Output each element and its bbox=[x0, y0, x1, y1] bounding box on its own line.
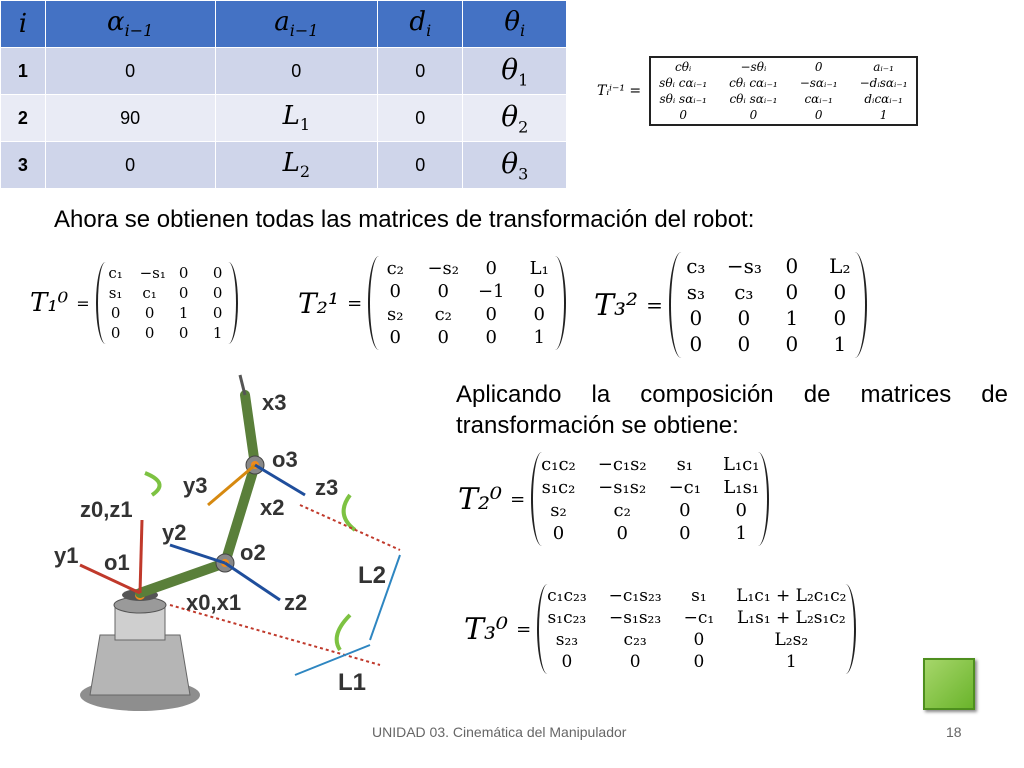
generic-transform-matrix bbox=[597, 56, 918, 126]
cell-theta: $\theta_3$ bbox=[463, 142, 567, 189]
matrix-cell: −sαᵢ₋₁ bbox=[799, 76, 838, 90]
matrix-cell: 0 bbox=[785, 280, 799, 304]
matrix-cell: 0 bbox=[693, 652, 705, 672]
matrix-cell: 0 bbox=[735, 500, 747, 521]
matrix-cell: L₁c₁ + L₂c₁c₂ bbox=[736, 586, 847, 606]
matrix-cell: dᵢcαᵢ₋₁ bbox=[864, 92, 903, 106]
header-theta: $\theta_i$ bbox=[463, 1, 567, 48]
cell-alpha: 0 bbox=[45, 142, 215, 189]
matrix-body bbox=[96, 262, 238, 344]
label-y2: y2 bbox=[162, 520, 187, 545]
table-row bbox=[1, 48, 567, 95]
matrix-cell: 0 bbox=[737, 306, 751, 330]
matrix-grid bbox=[547, 586, 846, 672]
label-z2: z2 bbox=[284, 590, 308, 615]
matrix-cell: L₁s₁ + L₂s₁c₂ bbox=[736, 608, 846, 628]
matrix-body bbox=[669, 252, 867, 358]
matrix-lhs: T₃² bbox=[594, 287, 639, 323]
matrix-grid bbox=[541, 454, 759, 544]
label-o3: o3 bbox=[272, 447, 298, 472]
section-heading: Ahora se obtienen todas las matrices de transformación del robot: bbox=[54, 206, 755, 233]
matrix-cell: 0 bbox=[679, 500, 691, 521]
label-x3: x3 bbox=[262, 390, 287, 415]
matrix-cell: 0 bbox=[552, 523, 565, 544]
label-L1: L1 bbox=[338, 669, 367, 696]
matrix-lhs: T₂¹ bbox=[298, 286, 340, 320]
cell-alpha: 90 bbox=[45, 95, 215, 142]
matrix-cell: c₁ bbox=[108, 264, 123, 282]
cell-a: 0 bbox=[215, 48, 378, 95]
cell-a: $L_1$ bbox=[215, 95, 378, 142]
matrix-t1-0 bbox=[30, 262, 238, 344]
cell-a: $L_2$ bbox=[215, 142, 378, 189]
matrix-cell: 0 bbox=[178, 284, 189, 302]
matrix-cell: s₁c₂ bbox=[541, 477, 576, 498]
matrix-cell: L₂ bbox=[829, 254, 851, 278]
matrix-t3-0 bbox=[464, 584, 856, 674]
matrix-t2-1 bbox=[298, 256, 566, 350]
matrix-cell: 0 bbox=[616, 523, 628, 544]
matrix-cell: s₂ bbox=[550, 500, 567, 521]
matrix-cell: cθᵢ sαᵢ₋₁ bbox=[729, 92, 778, 106]
matrix-cell: 0 bbox=[749, 108, 758, 122]
matrix-cell: 0 bbox=[212, 304, 223, 322]
matrix-cell: −c₁ bbox=[668, 477, 701, 498]
matrix-cell: 0 bbox=[389, 281, 401, 302]
matrix-cell: 1 bbox=[785, 652, 797, 672]
composition-text-line1: Aplicando la composición de matrices de bbox=[456, 381, 1008, 408]
matrix-cell: cθᵢ bbox=[674, 60, 692, 74]
matrix-cell: 0 bbox=[785, 254, 799, 278]
matrix-lhs: Tᵢⁱ⁻¹ = bbox=[597, 83, 642, 99]
equals-sign: = bbox=[646, 293, 663, 317]
label-x0-x1: x0,x1 bbox=[186, 590, 242, 615]
matrix-cell: L₂s₂ bbox=[774, 630, 809, 650]
matrix-cell: L₁ bbox=[529, 258, 549, 279]
matrix-lhs: T₁⁰ bbox=[30, 288, 69, 318]
matrix-cell: 1 bbox=[533, 327, 545, 348]
matrix-cell: 0 bbox=[389, 327, 401, 348]
matrix-cell: s₁ bbox=[676, 454, 694, 475]
robot-arm-diagram bbox=[40, 365, 420, 725]
matrix-body bbox=[649, 56, 917, 126]
equals-sign: = bbox=[510, 488, 526, 510]
matrix-cell: 0 bbox=[814, 60, 823, 74]
matrix-cell: 0 bbox=[833, 280, 847, 304]
matrix-cell: 0 bbox=[144, 324, 155, 342]
matrix-lhs: T₂⁰ bbox=[458, 481, 503, 517]
matrix-body bbox=[537, 584, 856, 674]
matrix-cell: c₂ bbox=[386, 258, 404, 279]
matrix-cell: L₁s₁ bbox=[723, 477, 760, 498]
header-i: i bbox=[1, 1, 46, 48]
matrix-cell: 0 bbox=[737, 332, 751, 356]
matrix-cell: −s₁s₂₃ bbox=[609, 608, 662, 628]
label-o2: o2 bbox=[240, 540, 266, 565]
matrix-cell: c₁c₂₃ bbox=[547, 586, 587, 606]
matrix-cell: c₂₃ bbox=[623, 630, 647, 650]
matrix-cell: 0 bbox=[679, 108, 687, 122]
matrix-cell: 0 bbox=[212, 264, 223, 282]
matrix-cell: c₁ bbox=[142, 284, 157, 302]
matrix-cell: 0 bbox=[437, 327, 449, 348]
matrix-cell: −1 bbox=[477, 281, 505, 302]
matrix-cell: −c₁s₂₃ bbox=[608, 586, 662, 606]
matrix-cell: 1 bbox=[879, 108, 888, 122]
matrix-cell: s₃ bbox=[686, 280, 705, 304]
matrix-cell: −s₂ bbox=[427, 258, 459, 279]
label-y3: y3 bbox=[183, 473, 208, 498]
matrix-cell: s₁ bbox=[691, 586, 707, 606]
matrix-cell: 0 bbox=[437, 281, 449, 302]
cell-i: 2 bbox=[1, 95, 46, 142]
label-o1: o1 bbox=[104, 550, 130, 575]
equals-sign: = bbox=[516, 618, 532, 640]
cell-i: 3 bbox=[1, 142, 46, 189]
matrix-cell: L₁c₁ bbox=[722, 454, 760, 475]
matrix-cell: 0 bbox=[629, 652, 641, 672]
matrix-cell: 0 bbox=[144, 304, 155, 322]
matrix-cell: −dᵢsαᵢ₋₁ bbox=[859, 76, 908, 90]
matrix-lhs: T₃⁰ bbox=[464, 611, 509, 647]
robot-base bbox=[80, 589, 200, 711]
matrix-cell: 1 bbox=[212, 324, 223, 342]
header-a: $a_{i-1}$ bbox=[215, 1, 378, 48]
matrix-cell: 0 bbox=[485, 258, 497, 279]
matrix-cell: 0 bbox=[533, 281, 545, 302]
matrix-cell: −c₁ bbox=[683, 608, 715, 628]
matrix-cell: 1 bbox=[735, 523, 747, 544]
matrix-cell: s₁ bbox=[108, 284, 123, 302]
matrix-cell: c₂ bbox=[434, 304, 452, 325]
dh-table-header-row bbox=[1, 1, 567, 48]
next-slide-button[interactable] bbox=[923, 658, 975, 710]
matrix-cell: 0 bbox=[679, 523, 691, 544]
matrix-grid bbox=[106, 264, 228, 342]
equals-sign: = bbox=[76, 293, 90, 313]
matrix-cell: −s₁s₂ bbox=[598, 477, 647, 498]
label-z0-z1: z0,z1 bbox=[80, 497, 133, 522]
matrix-cell: 1 bbox=[785, 306, 799, 330]
cell-theta: $\theta_1$ bbox=[463, 48, 567, 95]
matrix-cell: s₁c₂₃ bbox=[547, 608, 587, 628]
matrix-body bbox=[531, 452, 769, 546]
matrix-cell: 0 bbox=[178, 324, 189, 342]
label-x2: x2 bbox=[260, 495, 285, 520]
cell-theta: $\theta_2$ bbox=[463, 95, 567, 142]
composition-text-line2: transformación se obtiene: bbox=[456, 412, 739, 439]
cell-d: 0 bbox=[378, 142, 463, 189]
matrix-cell: −sθᵢ bbox=[740, 60, 767, 74]
matrix-cell: 0 bbox=[485, 327, 497, 348]
cell-i: 1 bbox=[1, 48, 46, 95]
matrix-cell: sθᵢ sαᵢ₋₁ bbox=[659, 92, 707, 106]
header-d: $d_i$ bbox=[378, 1, 463, 48]
matrix-cell: c₁c₂ bbox=[541, 454, 576, 475]
matrix-cell: cαᵢ₋₁ bbox=[804, 92, 833, 106]
matrix-cell: 0 bbox=[178, 264, 189, 282]
dh-parameter-table bbox=[0, 0, 567, 189]
matrix-cell: c₂ bbox=[613, 500, 631, 521]
matrix-grid bbox=[679, 254, 857, 356]
matrix-cell: −s₃ bbox=[726, 254, 762, 278]
matrix-cell: 0 bbox=[689, 306, 703, 330]
matrix-cell: 0 bbox=[212, 284, 223, 302]
cell-d: 0 bbox=[378, 95, 463, 142]
matrix-cell: −s₁ bbox=[139, 264, 166, 282]
matrix-cell: aᵢ₋₁ bbox=[873, 60, 894, 74]
equals-sign: = bbox=[347, 292, 363, 314]
matrix-cell: c₃ bbox=[734, 280, 754, 304]
cell-d: 0 bbox=[378, 48, 463, 95]
footer-text: UNIDAD 03. Cinemática del Manipulador bbox=[372, 724, 627, 740]
matrix-t3-2 bbox=[594, 252, 867, 358]
matrix-cell: 0 bbox=[693, 630, 705, 650]
matrix-grid bbox=[378, 258, 556, 348]
table-row bbox=[1, 142, 567, 189]
label-y1: y1 bbox=[54, 543, 79, 568]
matrix-cell: −c₁s₂ bbox=[597, 454, 647, 475]
matrix-t2-0 bbox=[458, 452, 769, 546]
matrix-cell: s₂ bbox=[386, 304, 404, 325]
label-z3: z3 bbox=[315, 475, 339, 500]
matrix-cell: 0 bbox=[561, 652, 573, 672]
cell-alpha: 0 bbox=[45, 48, 215, 95]
matrix-cell: 0 bbox=[485, 304, 497, 325]
header-alpha: $\alpha_{i-1}$ bbox=[45, 1, 215, 48]
page-number: 18 bbox=[946, 724, 962, 740]
matrix-cell: sθᵢ cαᵢ₋₁ bbox=[659, 76, 708, 90]
matrix-cell: 0 bbox=[110, 324, 121, 342]
matrix-cell: 0 bbox=[833, 306, 847, 330]
matrix-cell: 0 bbox=[814, 108, 823, 122]
matrix-cell: 0 bbox=[110, 304, 121, 322]
matrix-cell: 1 bbox=[178, 304, 189, 322]
matrix-cell: 1 bbox=[833, 332, 847, 356]
table-row bbox=[1, 95, 567, 142]
matrix-cell: s₂₃ bbox=[555, 630, 579, 650]
label-L2: L2 bbox=[358, 562, 387, 589]
matrix-cell: 0 bbox=[533, 304, 545, 325]
matrix-cell: 0 bbox=[689, 332, 703, 356]
matrix-grid bbox=[659, 60, 907, 122]
matrix-cell: 0 bbox=[785, 332, 799, 356]
matrix-body bbox=[368, 256, 566, 350]
matrix-cell: cθᵢ cαᵢ₋₁ bbox=[729, 76, 778, 90]
matrix-cell: c₃ bbox=[686, 254, 706, 278]
